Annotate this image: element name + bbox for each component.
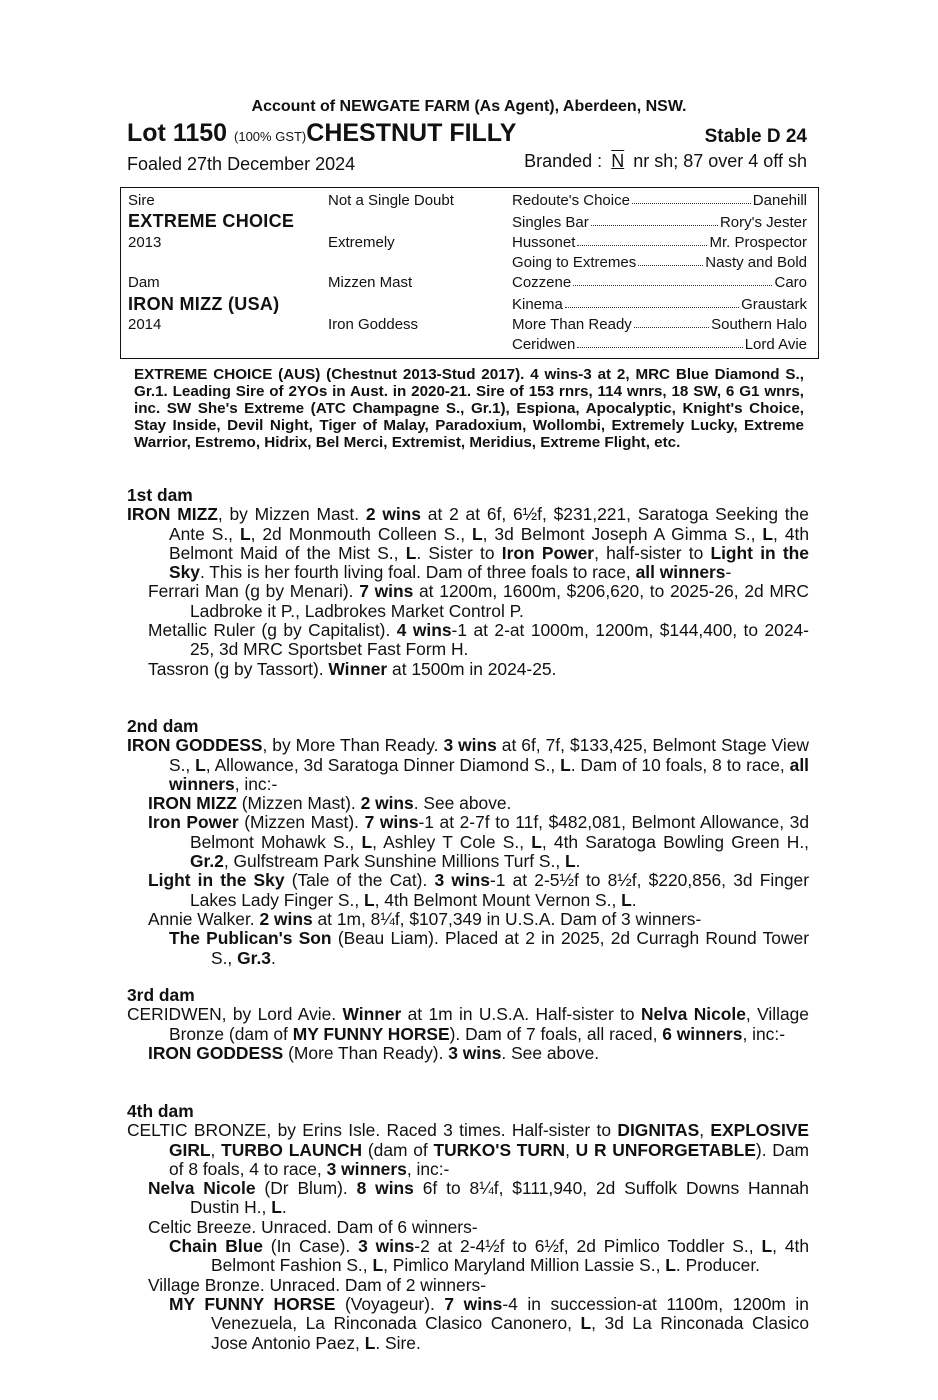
- bold-run: Gr.3: [237, 947, 271, 968]
- bold-run: 3 wins: [434, 870, 490, 891]
- text-run: (Mizzen Mast).: [236, 793, 361, 814]
- bold-run: The Publican's Son: [169, 928, 332, 949]
- first-dam-section: [127, 486, 809, 679]
- brand-mark-icon: N: [611, 151, 625, 171]
- dam-entry: [127, 736, 809, 794]
- bold-run: 3 wins: [448, 1042, 502, 1063]
- lot-description: CHESTNUT FILLY: [306, 119, 517, 147]
- section-heading: 4th dam: [127, 1101, 194, 1121]
- dam-entry: [127, 1005, 809, 1044]
- bold-run: 8 wins: [356, 1178, 414, 1199]
- text-run: (Voyageur).: [335, 1293, 445, 1314]
- pedigree-gen3-row: Kinema Graustark: [512, 296, 807, 313]
- text-run: .: [270, 947, 276, 968]
- text-run: -: [725, 562, 732, 583]
- bold-run: Gr.2: [190, 851, 224, 872]
- bold-run: TURKO'S TURN: [433, 1139, 566, 1160]
- pedigree-gen3-row: Singles Bar Rory's Jester: [512, 214, 807, 231]
- pedigree-gen3-row: Hussonet Mr. Prospector: [512, 234, 807, 251]
- text-run: , Village Bronze (dam of: [169, 1004, 809, 1044]
- bold-run: Winner: [342, 1004, 402, 1025]
- second-dam-section: [127, 717, 809, 968]
- dam-dam: Iron Goddess: [328, 316, 419, 333]
- bold-run: L: [472, 523, 483, 544]
- text-run: , Ashley T Cole S.,: [372, 831, 532, 852]
- bold-run: Light in the Sky: [169, 542, 809, 583]
- grand-progeny-entry: [169, 1237, 809, 1276]
- text-run: , 4th Saratoga Bowling Green H.,: [541, 831, 809, 852]
- bold-run: IRON GODDESS: [127, 735, 263, 756]
- text-run: CELTIC BRONZE, by Erins Isle. Raced 3 times. Half-sister to: [127, 1120, 618, 1141]
- bold-run: IRON MIZZ: [127, 504, 218, 525]
- bold-run: MY FUNNY HORSE: [169, 1293, 336, 1314]
- sire-dam: Extremely: [328, 234, 395, 251]
- text-run: at 6f, 7f, $133,425, Belmont Stage View S.,: [169, 735, 809, 775]
- progeny-entry: [148, 1179, 809, 1218]
- text-run: -4 in succession-at 1100m, 1200m in Venezuela, La Rinconada Clasico Canonero,: [211, 1293, 809, 1334]
- sire-sire: Not a Single Doubt: [328, 192, 454, 209]
- progeny-entry: [148, 813, 809, 871]
- bold-run: L: [560, 754, 571, 775]
- text-run: , 4th Belmont Fashion S.,: [211, 1236, 809, 1276]
- text-run: at 1500m in 2024-25.: [387, 658, 557, 679]
- text-run: -1 at 2-7f to 11f, $482,081, Belmont Allowance, 3d Belmont Mohawk S.,: [190, 812, 809, 852]
- bold-run: 2 wins: [365, 504, 421, 525]
- pedigree-gen3-row: More Than Ready Southern Halo: [512, 316, 807, 333]
- text-run: . See above.: [413, 793, 512, 814]
- text-run: . This is her fourth living foal. Dam of three foals to race,: [199, 562, 636, 583]
- text-run: (Mizzen Mast).: [238, 812, 365, 833]
- text-run: (Beau Liam). Placed at 2 in 2025, 2d Curragh Round Tower S.,: [211, 928, 809, 968]
- text-run: . Sister to: [416, 542, 502, 563]
- text-run: , by More Than Ready.: [262, 735, 444, 756]
- bold-run: 2 wins: [360, 793, 414, 814]
- third-dam-section: [127, 986, 809, 1063]
- dam-year: 2014: [128, 316, 162, 333]
- bold-run: 7 wins: [359, 581, 414, 602]
- consignor-account: Account of NEWGATE FARM (As Agent), Aberdeen, NSW.: [251, 98, 687, 115]
- progeny-entry: [148, 1276, 809, 1295]
- bold-run: L: [531, 831, 542, 852]
- bold-run: Winner: [328, 658, 388, 679]
- lot-heading: [127, 119, 516, 148]
- bold-run: DIGNITAS: [617, 1120, 700, 1141]
- bold-run: L: [364, 889, 375, 910]
- stable-location: Stable D 24: [704, 126, 807, 147]
- dam-sire: Mizzen Mast: [328, 274, 413, 291]
- text-run: -1 at 2-at 1000m, 1200m, $144,400, to 2024-25, 3d MRC Sportsbet Fast Form H.: [190, 620, 809, 660]
- text-run: .: [631, 889, 637, 910]
- bold-run: Light in the Sky: [148, 870, 285, 891]
- text-run: -2 at 2-4½f to 6½f, 2d Pimlico Toddler S.,: [414, 1236, 762, 1257]
- branded-text: nr sh; 87 over 4 off sh: [633, 151, 807, 171]
- text-run: , inc:-: [742, 1023, 786, 1044]
- text-run: CERIDWEN, by Lord Avie.: [127, 1004, 343, 1025]
- bold-run: 2 wins: [259, 908, 313, 929]
- bold-run: L: [239, 523, 251, 544]
- progeny-entry: [148, 910, 809, 929]
- bold-run: U R UNFORGETABLE: [575, 1139, 756, 1160]
- bold-run: Chain Blue: [169, 1236, 263, 1257]
- bold-run: Iron Power: [148, 812, 239, 833]
- text-run: . Producer.: [675, 1255, 761, 1276]
- bold-run: TURBO LAUNCH: [221, 1139, 363, 1160]
- grand-progeny-entry: [169, 1295, 809, 1353]
- section-heading: 2nd dam: [127, 716, 199, 736]
- text-run: (Dr Blum).: [255, 1178, 357, 1199]
- bold-run: 7 wins: [444, 1293, 503, 1314]
- text-run: . Sire.: [375, 1332, 421, 1353]
- text-run: Village Bronze. Unraced. Dam of 2 winners-: [148, 1274, 486, 1295]
- text-run: .: [281, 1197, 287, 1218]
- bold-run: Nelva Nicole: [148, 1178, 256, 1199]
- text-run: (dam of: [362, 1139, 434, 1160]
- gst-note: (100% GST): [234, 129, 307, 144]
- text-run: . Dam of 10 foals, 8 to race,: [570, 754, 790, 775]
- text-run: , by Mizzen Mast.: [217, 504, 366, 525]
- bold-run: L: [405, 542, 417, 563]
- bold-run: 7 wins: [364, 812, 419, 833]
- text-run: ). Dam of 7 foals, all raced,: [449, 1023, 663, 1044]
- text-run: Annie Walker.: [148, 908, 260, 929]
- bold-run: IRON GODDESS: [148, 1042, 284, 1063]
- bold-run: all winners: [169, 754, 809, 794]
- text-run: Celtic Breeze. Unraced. Dam of 6 winners-: [148, 1216, 478, 1237]
- pedigree-gen3-row: Ceridwen Lord Avie: [512, 336, 807, 353]
- text-run: , half-sister to: [594, 542, 711, 563]
- grand-progeny-entry: [169, 929, 809, 968]
- text-run: ,: [565, 1139, 576, 1160]
- sire-label: Sire: [128, 192, 155, 209]
- text-run: .: [575, 851, 581, 872]
- text-run: (Tale of the Cat).: [284, 870, 435, 891]
- sire-summary: EXTREME CHOICE (AUS) (Chestnut 2013-Stud 2017). 4 wins-3 at 2, MRC Blue Diamond S., Gr.1. Leading Sire of 2YOs in Aust. in 2020-21. Sire of 153 rnrs, 114 wnrs, 18 SW, 6 G1 wnrs, inc. SW She's Extreme (ATC Champagne S., Gr.1), Espiona, Apocalyptic, Knight's Choice, Stay Inside, Devil Night, Tiger of Malay, Paradoxium, Wollombi, Extremely Lucky, Extreme Warrior, Estremo, Hidrix, Bel Merci, Extremist, Meridius, Extreme Flight, etc.: [134, 366, 804, 451]
- bold-run: 4 wins: [396, 620, 452, 641]
- text-run: , inc:-: [234, 773, 278, 794]
- bold-run: 6 winners: [662, 1023, 743, 1044]
- bold-run: IRON MIZZ: [148, 793, 237, 814]
- progeny-entry: [148, 660, 809, 679]
- text-run: Ferrari Man (g by Menari).: [148, 581, 360, 602]
- text-run: ,: [210, 1139, 222, 1160]
- bold-run: L: [364, 1332, 376, 1353]
- dam-name: IRON MIZZ (USA): [128, 294, 280, 314]
- pedigree-gen3-row: Going to Extremes Nasty and Bold: [512, 254, 807, 271]
- text-run: , 4th Belmont Mount Vernon S.,: [374, 889, 622, 910]
- text-run: at 2 at 6f, 6½f, $231,221, Saratoga Seeking the Ante S.,: [169, 504, 809, 544]
- bold-run: MY FUNNY HORSE: [292, 1023, 450, 1044]
- text-run: at 1m, 8¼f, $107,349 in U.S.A. Dam of 3 winners-: [312, 908, 702, 929]
- progeny-entry: [148, 621, 809, 660]
- bold-run: 3 winners: [326, 1158, 407, 1179]
- sire-name: EXTREME CHOICE: [128, 211, 295, 231]
- bold-run: Nelva Nicole: [640, 1004, 746, 1025]
- text-run: -1 at 2-5½f to 8½f, $220,856, 3d Finger Lakes Lady Finger S.,: [190, 870, 810, 910]
- text-run: , inc:-: [406, 1158, 450, 1179]
- text-run: (In Case).: [262, 1236, 359, 1257]
- progeny-entry: [148, 794, 809, 813]
- text-run: . See above.: [501, 1042, 600, 1063]
- dam-label: Dam: [128, 274, 160, 291]
- bold-run: L: [195, 754, 206, 775]
- text-run: ,: [699, 1120, 711, 1141]
- bold-run: L: [565, 851, 576, 872]
- bold-run: all winners: [635, 562, 726, 583]
- dam-entry: [127, 505, 809, 582]
- fourth-dam-section: [127, 1102, 809, 1353]
- bold-run: 3 wins: [443, 735, 497, 756]
- text-run: , 2d Monmouth Colleen S.,: [250, 523, 472, 544]
- bold-run: L: [372, 1255, 384, 1276]
- bold-run: L: [580, 1313, 592, 1334]
- text-run: Metallic Ruler (g by Capitalist).: [148, 620, 397, 641]
- pedigree-gen3-row: Redoute's Choice Danehill: [512, 192, 807, 209]
- text-run: , Pimlico Maryland Million Lassie S.,: [383, 1255, 666, 1276]
- section-heading: 1st dam: [127, 485, 193, 505]
- branded-label: Branded :: [524, 151, 603, 171]
- pedigree-table: [120, 187, 819, 359]
- text-run: , Gulfstream Park Sunshine Millions Turf S.,: [223, 851, 566, 872]
- foaled-date: Foaled 27th December 2024: [127, 154, 356, 174]
- text-run: , 3d Belmont Joseph A Gimma S.,: [482, 523, 763, 544]
- bold-run: L: [665, 1255, 676, 1276]
- section-heading: 3rd dam: [127, 985, 195, 1005]
- text-run: , 4th Belmont Maid of the Mist S.,: [169, 523, 810, 563]
- progeny-entry: [148, 871, 809, 910]
- dam-entry: [127, 1121, 809, 1179]
- bold-run: L: [621, 889, 632, 910]
- text-run: at 1200m, 1600m, $206,620, to 2025-26, 2d MRC Ladbroke it P., Ladbrokes Market Control P.: [190, 581, 809, 621]
- branded-info: [524, 151, 807, 172]
- text-run: , 3d La Rinconada Clasico Jose Antonio Paez,: [211, 1313, 810, 1353]
- text-run: Tassron (g by Tassort).: [148, 658, 329, 679]
- bold-run: L: [761, 1236, 773, 1257]
- bold-run: L: [361, 831, 373, 852]
- text-run: ). Dam of 8 foals, 4 to race,: [169, 1139, 809, 1179]
- bold-run: EXPLOSIVE GIRL: [169, 1120, 809, 1160]
- bold-run: Iron Power: [501, 542, 595, 563]
- pedigree-gen3-row: Cozzene Caro: [512, 274, 807, 291]
- progeny-entry: [148, 1044, 809, 1063]
- progeny-entry: [148, 1218, 809, 1237]
- text-run: at 1m in U.S.A. Half-sister to: [401, 1004, 641, 1025]
- bold-run: L: [271, 1197, 282, 1218]
- text-run: , Allowance, 3d Saratoga Dinner Diamond S.,: [205, 754, 561, 775]
- progeny-entry: [148, 582, 809, 621]
- bold-run: 3 wins: [358, 1236, 415, 1257]
- lot-number: Lot 1150: [127, 119, 228, 147]
- text-run: (More Than Ready).: [283, 1042, 449, 1063]
- bold-run: L: [762, 523, 774, 544]
- text-run: 6f to 8¼f, $111,940, 2d Suffolk Downs Hannah Dustin H.,: [190, 1178, 809, 1218]
- sire-year: 2013: [128, 234, 162, 251]
